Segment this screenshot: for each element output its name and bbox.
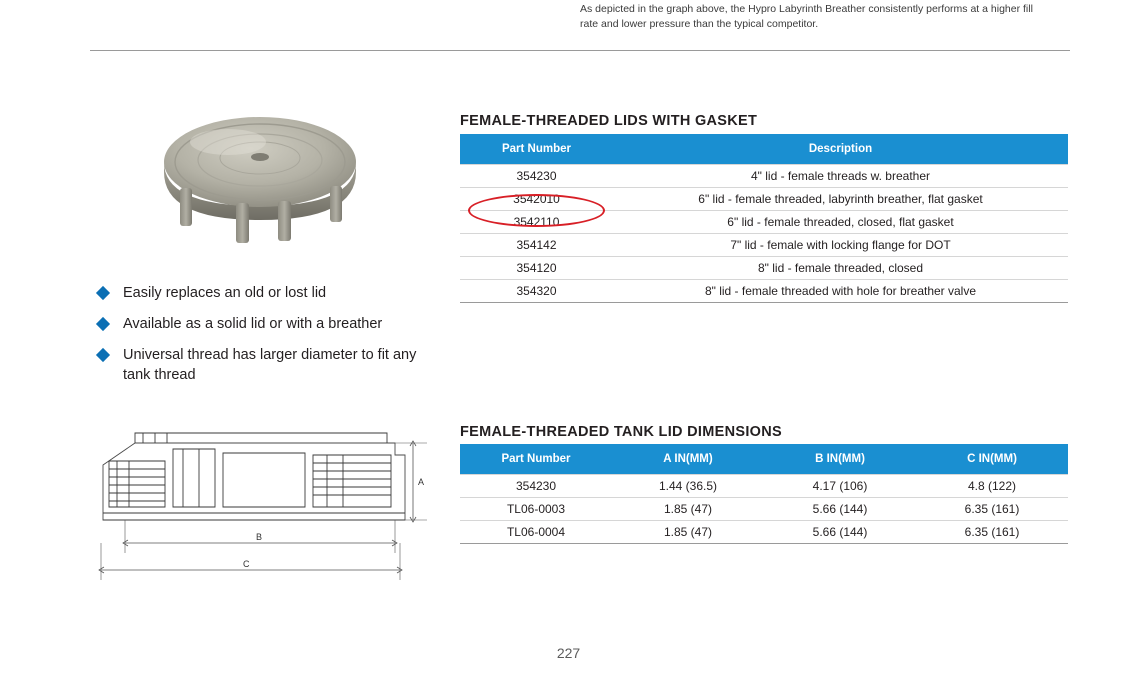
cell-dim-b: 5.66 (144) [764, 521, 916, 544]
cell-dim-a: 1.85 (47) [612, 498, 764, 521]
lid-dimension-drawing [95, 425, 440, 590]
feature-bullet-list [98, 283, 458, 396]
cell-dim-b: 5.66 (144) [764, 498, 916, 521]
column-header-b: B IN(MM) [764, 444, 916, 475]
cell-part-number: 354230 [460, 475, 612, 498]
cell-dim-b: 4.17 (106) [764, 475, 916, 498]
cell-description: 8" lid - female threaded with hole for breather valve [613, 280, 1068, 303]
column-header-part-number: Part Number [460, 134, 613, 165]
bullet-text: Universal thread has larger diameter to fit any tank thread [123, 347, 417, 383]
cell-part-number: 354230 [460, 165, 613, 188]
table-row [460, 257, 1068, 280]
page-number: 227 [556, 645, 581, 661]
table-row [460, 280, 1068, 303]
cell-part-number: 354120 [460, 257, 613, 280]
table-row [460, 188, 1068, 211]
column-header-description: Description [613, 134, 1068, 165]
cell-dim-a: 1.85 (47) [612, 521, 764, 544]
female-threaded-lids-table [460, 134, 1068, 303]
cell-part-number: TL06-0004 [460, 521, 612, 544]
column-header-a: A IN(MM) [612, 444, 764, 475]
column-header-part-number: Part Number [460, 444, 612, 475]
cell-description: 6" lid - female threaded, closed, flat gasket [613, 211, 1068, 234]
table-row [460, 498, 1068, 521]
cell-description: 8" lid - female threaded, closed [613, 257, 1068, 280]
table-header-row [460, 134, 1068, 165]
list-item [98, 314, 458, 334]
table-header-row [460, 444, 1068, 475]
list-item [98, 283, 458, 303]
table-row [460, 475, 1068, 498]
cell-part-number: TL06-0003 [460, 498, 612, 521]
cell-description: 7" lid - female with locking flange for DOT [613, 234, 1068, 257]
diamond-bullet-icon [96, 348, 110, 362]
dimension-label-c: C [243, 559, 250, 569]
top-note-text: As depicted in the graph above, the Hypro Labyrinth Breather consistently performs at a higher fill rate and lower pressure than the typical competitor. [580, 3, 1033, 30]
cell-part-number: 3542010 [460, 188, 613, 211]
cell-part-number: 354320 [460, 280, 613, 303]
tank-lid-photo [150, 100, 370, 270]
cell-dim-c: 6.35 (161) [916, 521, 1068, 544]
table-row [460, 521, 1068, 544]
table-row [460, 211, 1068, 234]
dimension-label-b: B [256, 532, 263, 542]
diamond-bullet-icon [96, 317, 110, 331]
cell-part-number: 354142 [460, 234, 613, 257]
diamond-bullet-icon [96, 286, 110, 300]
bullet-text: Available as a solid lid or with a breather [123, 316, 383, 332]
cell-dim-c: 4.8 (122) [916, 475, 1068, 498]
female-threaded-tank-lid-dimensions-table [460, 444, 1068, 544]
list-item [98, 345, 458, 385]
cell-description: 4" lid - female threads w. breather [613, 165, 1068, 188]
cell-description: 6" lid - female threaded, labyrinth breather, flat gasket [613, 188, 1068, 211]
table-row [460, 234, 1068, 257]
column-header-c: C IN(MM) [916, 444, 1068, 475]
bullet-text: Easily replaces an old or lost lid [123, 285, 327, 301]
cell-dim-a: 1.44 (36.5) [612, 475, 764, 498]
table-row [460, 165, 1068, 188]
dimension-label-a: A [418, 477, 425, 487]
header-divider [90, 50, 1070, 51]
cell-part-number: 3542110 [460, 211, 613, 234]
cell-dim-c: 6.35 (161) [916, 498, 1068, 521]
dimensions-section-title: FEMALE-THREADED TANK LID DIMENSIONS [460, 424, 782, 440]
lids-section-title: FEMALE-THREADED LIDS WITH GASKET [460, 113, 758, 129]
